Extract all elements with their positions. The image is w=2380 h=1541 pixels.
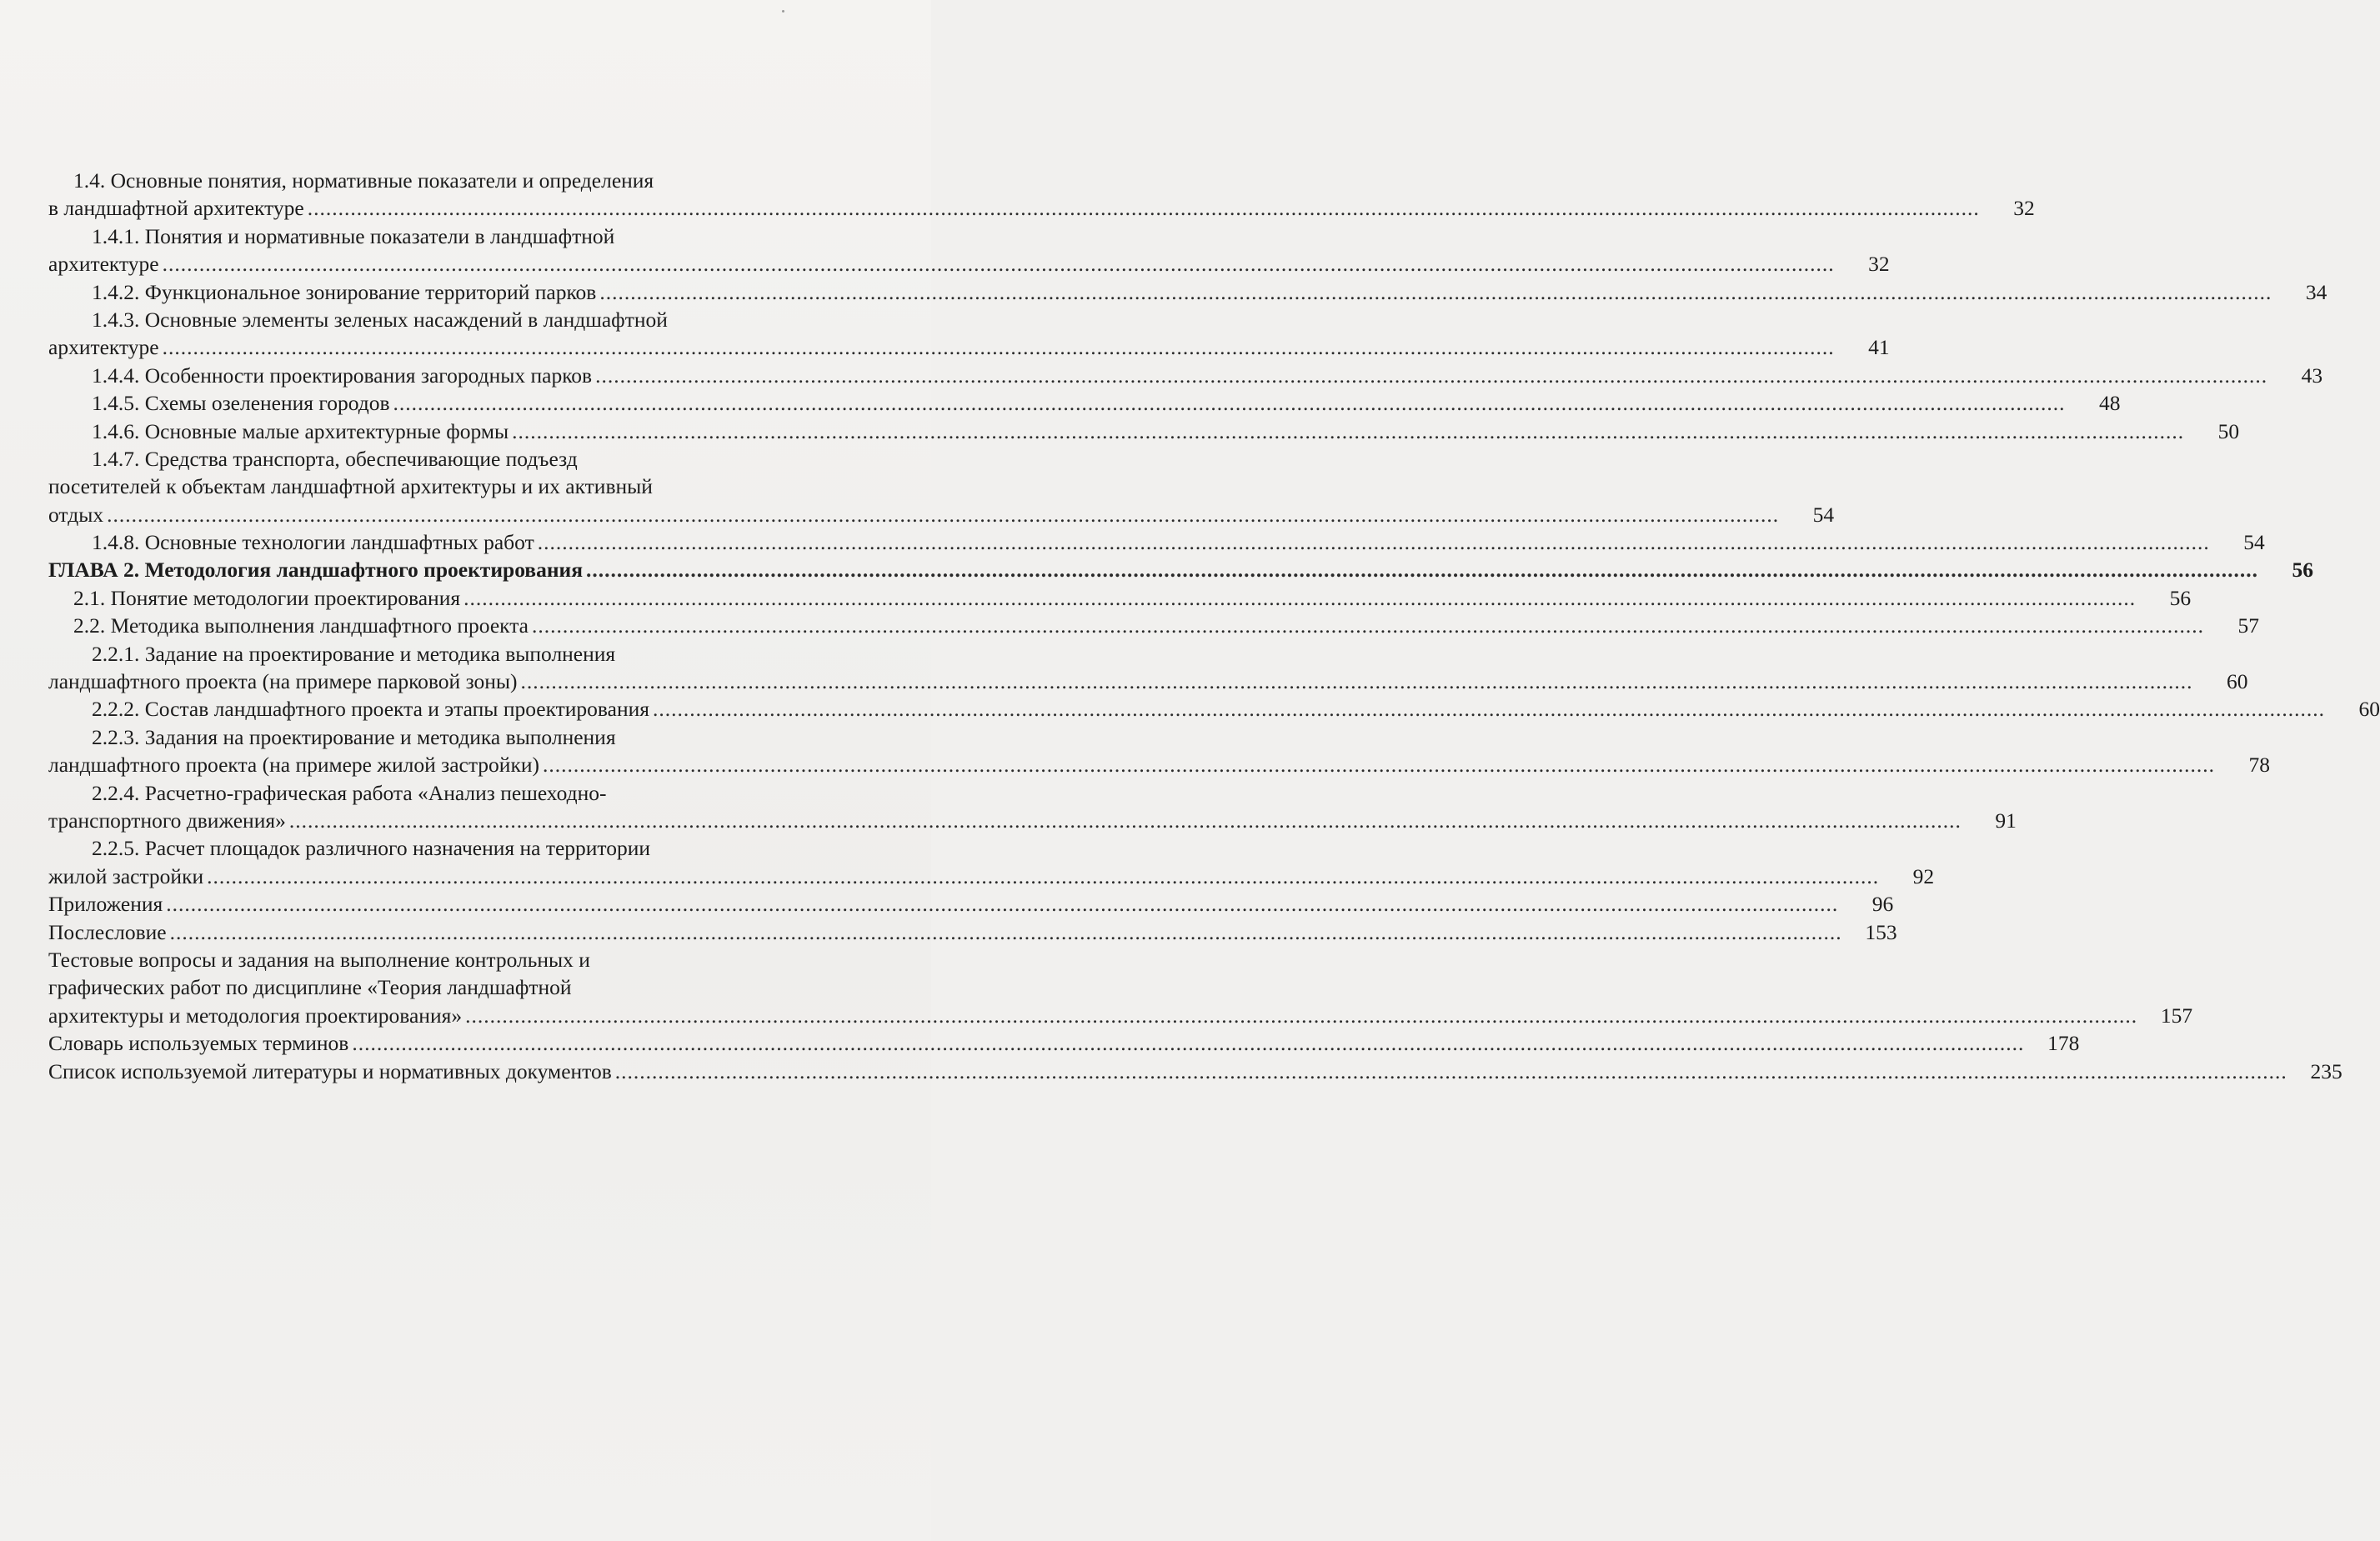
dot-leader [532,612,2204,639]
toc-entry [48,612,2259,639]
toc-page-number: 54 [1812,502,1835,527]
toc-line [48,501,1835,528]
toc-entry [48,528,2265,556]
toc-line [48,445,834,473]
toc-entry-text: ландшафтного проекта (на примере парковой зоны) [48,669,518,694]
toc-entry-text: в ландшафтной архитектуре [48,196,304,221]
toc-page-number: 153 [1865,919,1897,944]
toc-entry [48,695,2380,723]
toc-entry-text: архитектуры и методология проектирования» [48,1003,463,1028]
toc-entry-text: ландшафтного проекта (на примере жилой застройки) [48,753,539,778]
toc-page-number: 34 [2305,279,2327,304]
dot-leader [586,556,2258,583]
dot-leader [521,668,2193,695]
toc-entry-text: 1.4.1. Понятия и нормативные показатели в ландшафтной [92,223,615,248]
toc-entry [48,167,2035,223]
toc-line [48,723,834,751]
toc-entry [48,362,2323,389]
toc-entry-text: 2.2. Методика выполнения ландшафтного проекта [73,613,529,638]
toc-line [48,807,2017,834]
toc-entry-text: 2.2.3. Задания на проектирование и методика выполнения [92,724,616,749]
toc-page-number: 178 [2047,1031,2080,1056]
toc-page-number: 60 [2227,669,2248,694]
toc-line [48,612,2259,639]
toc-entry-text: 1.4.5. Схемы озеленения городов [92,391,390,416]
dot-leader [538,528,2210,556]
toc-line [48,779,834,807]
dot-leader [107,501,1779,528]
toc-entry [48,445,1835,528]
toc-entry [48,278,2327,306]
toc-page-number: 235 [2310,1058,2342,1083]
toc-entry-text: 2.1. Понятие методологии проектирования [73,585,461,610]
toc-entry-text: 1.4.6. Основные малые архитектурные формы [92,418,509,443]
dot-leader [352,1029,2024,1057]
toc-line [48,306,834,333]
toc-entry-text: 1.4. Основные понятия, нормативные показатели и определения [73,168,654,193]
toc-entry-text: Словарь используемых терминов [48,1031,349,1056]
toc-entry [48,584,2192,612]
toc-page-number: 92 [1912,863,1935,888]
toc-line [48,556,2314,583]
toc-entry-text: 2.2.2. Состав ландшафтного проекта и этапы проектирования [92,697,649,722]
toc-entry-text: жилой застройки [48,863,204,888]
toc-line [48,250,1890,278]
toc-entry-text: архитектуре [48,335,159,360]
toc-entry [48,418,2240,445]
dot-leader [615,1058,2287,1085]
toc-entry-text: графических работ по дисциплине «Теория ландшафтной [48,975,572,1000]
toc-line [48,333,1890,361]
toc-entry [48,223,1890,278]
toc-line [48,834,834,862]
toc-entry-text: посетителей к объектам ландшафтной архитектуры и их активный [48,474,653,499]
dot-leader [599,278,2272,306]
toc-line [48,223,834,250]
toc-line [48,863,1935,890]
toc-line [48,668,2248,695]
toc-entry-text: архитектуре [48,252,159,277]
toc-page-number: 54 [2243,530,2265,555]
dot-leader [463,584,2136,612]
toc-entry-text: 1.4.8. Основные технологии ландшафтных работ [92,530,534,555]
toc-entry-text: Приложения [48,892,163,917]
table-of-contents [48,167,2380,1085]
toc-line [48,362,2323,389]
toc-page-number: 96 [1871,892,1894,917]
toc-page-number: 32 [2013,196,2035,221]
dot-leader [595,362,2267,389]
toc-line [48,389,2121,417]
dot-leader [289,807,1962,834]
toc-line [48,418,2240,445]
toc-entry-text: 1.4.2. Функциональное зонирование территорий парков [92,279,597,304]
toc-entry-text: отдых [48,502,104,527]
toc-line [48,1029,2080,1057]
toc-entry [48,834,1935,890]
toc-line [48,1058,2342,1085]
toc-entry-text: 2.2.4. Расчетно-графическая работа «Анализ пешеходно- [92,780,607,805]
dot-leader [166,890,1838,918]
toc-line [48,973,834,1001]
toc-page-number: 157 [2160,1003,2193,1028]
dot-leader [653,695,2325,723]
toc-entry [48,556,2314,583]
toc-page-number: 48 [2099,391,2121,416]
toc-entry-text: Послесловие [48,919,167,944]
toc-entry [48,779,2017,835]
dot-leader [308,194,1980,222]
toc-line [48,890,1894,918]
toc-page-number: 50 [2217,418,2240,443]
toc-entry-text: ГЛАВА 2. Методология ландшафтного проектирования [48,558,584,583]
page-speck [782,10,784,13]
toc-page-number: 43 [2301,363,2323,388]
toc-page-number: 91 [1995,808,2017,833]
toc-line [48,584,2192,612]
toc-entry-text: 1.4.7. Средства транспорта, обеспечивающие подъезд [92,446,578,471]
toc-line [48,946,834,973]
toc-line [48,473,834,500]
toc-page-number: 78 [2248,753,2270,778]
toc-page-number: 41 [1868,335,1890,360]
toc-entry-text: Тестовые вопросы и задания на выполнение контрольных и [48,947,590,972]
toc-line [48,695,2380,723]
dot-leader [163,333,1835,361]
toc-entry-text: 1.4.3. Основные элементы зеленых насаждений в ландшафтной [92,307,668,332]
toc-entry [48,723,2270,779]
toc-entry [48,1058,2342,1085]
toc-entry-text: 1.4.4. Особенности проектирования загородных парков [92,363,593,388]
toc-entry [48,890,1894,918]
toc-line [48,278,2327,306]
toc-line [48,167,834,194]
toc-line [48,751,2270,778]
toc-entry [48,946,2193,1029]
toc-entry [48,306,1890,362]
toc-page-number: 56 [2169,585,2192,610]
toc-page-number: 57 [2237,613,2259,638]
toc-line [48,1002,2193,1029]
dot-leader [393,389,2066,417]
dot-leader [163,250,1835,278]
toc-entry-text: Список используемой литературы и нормативных документов [48,1058,612,1083]
toc-entry-text: транспортного движения» [48,808,286,833]
toc-entry-text: 2.2.5. Расчет площадок различного назначения на территории [92,836,651,861]
toc-entry [48,918,1897,946]
toc-entry-text: 2.2.1. Задание на проектирование и методика выполнения [92,641,616,666]
dot-leader [543,751,2215,778]
toc-line [48,918,1897,946]
dot-leader [512,418,2184,445]
dot-leader [207,863,1879,890]
toc-entry [48,1029,2080,1057]
toc-page-number: 32 [1868,252,1890,277]
toc-line [48,528,2265,556]
toc-page-number: 56 [2292,558,2314,583]
dot-leader [170,918,1842,946]
toc-entry [48,640,2248,696]
dot-leader [465,1002,2137,1029]
toc-line [48,640,834,668]
toc-page-number: 60 [2358,697,2380,722]
toc-line [48,194,2035,222]
toc-entry [48,389,2121,417]
